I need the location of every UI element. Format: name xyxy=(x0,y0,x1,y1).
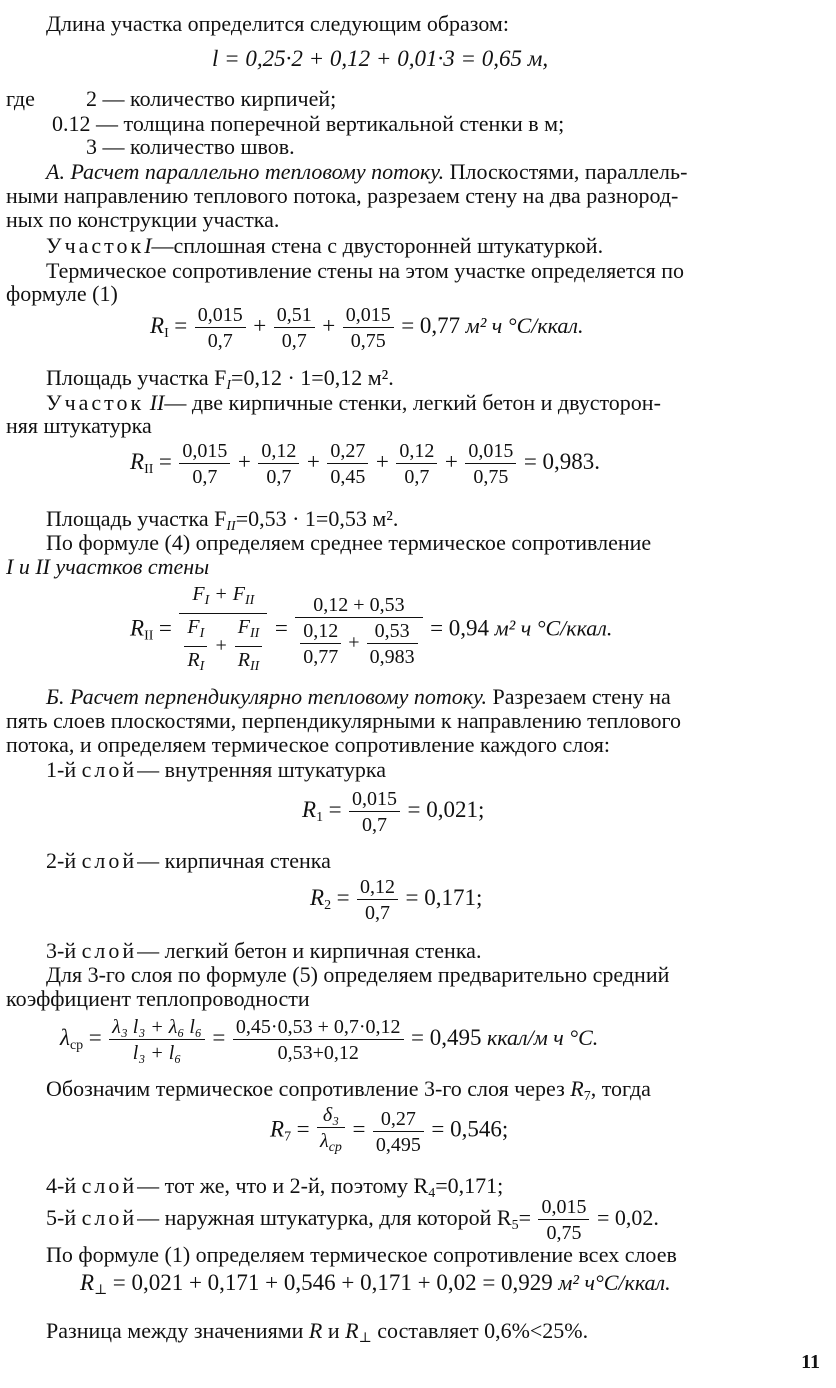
formula-total: $R_\perp = 0,021 + 0,171 + 0,546 + 0,171 + 0,02 = 0,929$ м² ч°С/ккал. xyxy=(80,1270,671,1298)
formula-lambda: $\lambda_{ср}$ = $\frac{\text{λ₃ l₃ + λ₆ l₆}}{\text{l₃ + l₆}}$ = $\frac{0,45\cdot 0,53 + 0,7\cdot 0,12}{0,53+0,12}$ = 0,495 ккал/м ч °С. xyxy=(60,1016,599,1064)
text-line: УчастокI—сплошная стена с двусторонней штукатуркой. xyxy=(46,233,604,258)
text-line: 2-й слой— кирпичная стенка xyxy=(46,848,331,873)
text-line: Длина участка определится следующим образом: xyxy=(46,11,509,36)
text-line: 3 — количество швов. xyxy=(86,134,295,159)
text-line: ных по конструкции участка. xyxy=(6,207,280,232)
formula-layer2: $R_2$ = $\frac{0,12}{0,7}$ = 0,171; xyxy=(310,876,483,924)
text-line: няя штукатурка xyxy=(6,413,152,438)
text-line: Обозначим термическое сопротивление 3-го слоя через $R_7$, тогда xyxy=(46,1076,651,1104)
text-line: формуле (1) xyxy=(6,281,118,306)
text-line: 3-й слой— легкий бетон и кирпичная стенка. xyxy=(46,938,482,963)
text-line: где xyxy=(6,86,35,111)
section-heading-b: Б. Расчет перпендикулярно тепловому потоку. Разрезаем стену на xyxy=(46,684,671,709)
text-line: коэффициент теплопроводности xyxy=(6,986,310,1011)
text-line: Площадь участка $F_{II}=0,53 \cdot 1=0,53$ м². xyxy=(46,506,399,534)
text-line: 2 — количество кирпичей; xyxy=(86,86,337,111)
text-line: 0.12 — толщина поперечной вертикальной стенки в м; xyxy=(52,111,565,136)
formula-r-average: $R_{II}$ = $F_I + F_{II}$ $\frac{F_I}{R_I}$ + $\frac{F_{II}}{R_{II}}$ = 0,12 + 0,53 $\frac{0,12}{0,77}$ + $\frac{0,53}{0,983}$ = 0,94 м² ч °С/ккал. xyxy=(130,583,613,674)
text-line: пять слоев плоскостями, перпендикулярными к направлению теплового xyxy=(6,708,682,733)
formula-layer1: $R_1$ = $\frac{0,015}{0,7}$ = 0,021; xyxy=(302,788,485,836)
text-line: По формуле (4) определяем среднее термическое сопротивление xyxy=(46,530,652,555)
text-line: Площадь участка $F_I=0,12 \cdot 1=0,12$ м². xyxy=(46,365,394,393)
text-line: Для 3-го слоя по формуле (5) определяем предварительно средний xyxy=(46,962,670,987)
text-line: ными направлению теплового потока, разрезаем стену на два разнород- xyxy=(6,183,679,208)
text-line: 1-й слой— внутренняя штукатурка xyxy=(46,757,386,782)
section-heading-a: А. Расчет параллельно тепловому потоку. Плоскостями, параллель- xyxy=(46,159,688,184)
text-line: I и II участков стены xyxy=(6,554,210,579)
text-line: Разница между значениями R и $R_\perp$ составляет 0,6%<25%. xyxy=(46,1318,589,1346)
formula-r1: $R_I$ = $\frac{0,015}{0,7}$ + $\frac{0,51}{0,7}$ + $\frac{0,015}{0,75}$ = 0,77 м² ч °С/ккал. xyxy=(150,304,584,352)
text-line: По формуле (1) определяем термическое сопротивление всех слоев xyxy=(46,1242,677,1267)
text-line: Термическое сопротивление стены на этом участке определяется по xyxy=(46,258,684,283)
text-line: потока, и определяем термическое сопротивление каждого слоя: xyxy=(6,732,611,757)
page-number: 11 xyxy=(801,1351,820,1373)
formula-r7: $R_7$ = $\frac{\text{δ₃}}{\lambda_{ср}}$ = $\frac{0,27}{0,495}$ = 0,546; xyxy=(270,1104,509,1156)
text-line: Участок II— две кирпичные стенки, легкий бетон и двусторон- xyxy=(46,390,661,415)
text-line: 5-й слой— наружная штукатурка, для которой $R_5=$ $\frac{0,015}{0,75}$ = 0,02. xyxy=(46,1196,659,1244)
formula-r2: $R_{II}$ = $\frac{0,015}{0,7}$ + $\frac{0,12}{0,7}$ + $\frac{0,27}{0,45}$ + $\frac{0,12}{0,7}$ + $\frac{0,015}{0,75}$ = 0,983. xyxy=(130,440,601,488)
formula-length: l = 0,25·2 + 0,12 + 0,01·3 = 0,65 м, xyxy=(212,46,549,71)
text-line: 4-й слой— тот же, что и 2-й, поэтому $R_4=0,171$; xyxy=(46,1173,504,1201)
